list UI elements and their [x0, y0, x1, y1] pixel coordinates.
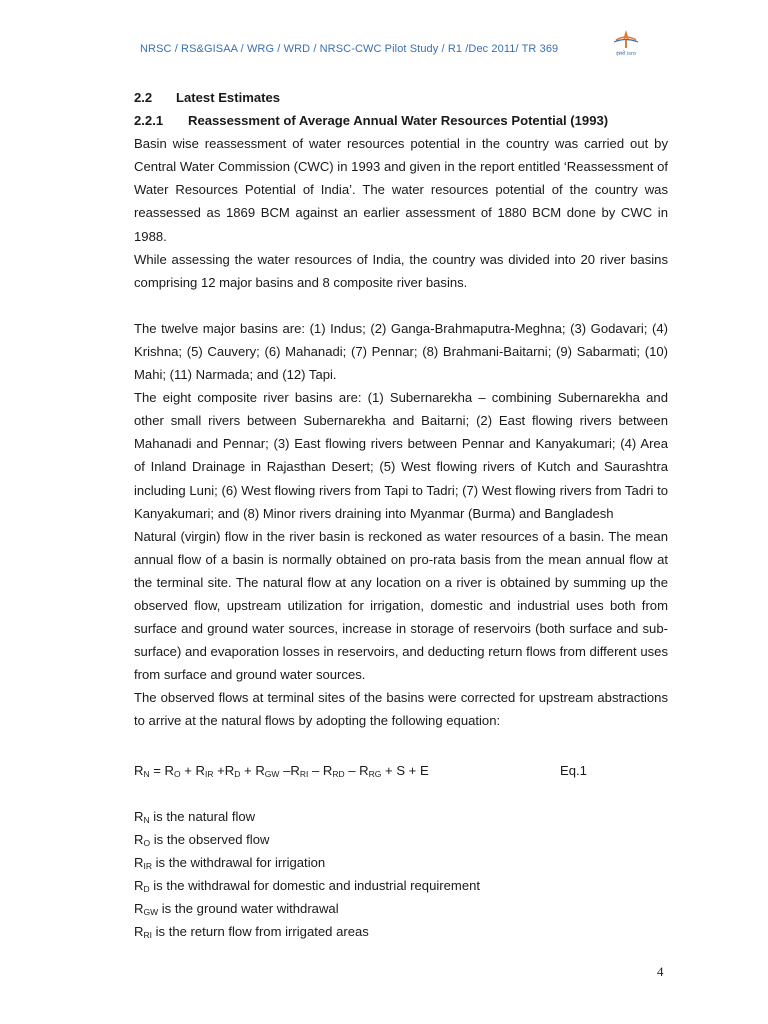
- definition-subscript: GW: [143, 906, 159, 917]
- equation-subscript: D: [234, 768, 241, 779]
- definition-subscript: D: [143, 883, 150, 894]
- equation-term: –R: [279, 762, 300, 778]
- definition-text: is the ground water withdrawal: [158, 900, 339, 916]
- equation-term: + S + E: [381, 762, 429, 778]
- equation-subscript: O: [174, 768, 181, 779]
- definition-item: [134, 920, 668, 943]
- rocket-logo-icon: [604, 28, 648, 58]
- equation-subscript: RI: [299, 768, 309, 779]
- equation-term: + R: [240, 762, 265, 778]
- equation-term: + R: [180, 762, 206, 778]
- paragraph-basin-division: While assessing the water resources of India, the country was divided into 20 river basins comprising 12 major basins and 8 composite river basins.: [134, 251, 668, 290]
- equation-term: = R: [149, 762, 174, 778]
- definition-text: is the observed flow: [150, 831, 270, 847]
- logo-caption: इसरो isro: [616, 51, 636, 57]
- equation-subscript: GW: [264, 768, 280, 779]
- definition-item: [134, 897, 668, 920]
- subsection-title: Reassessment of Average Annual Water Resources Potential (1993): [188, 113, 609, 129]
- definition-symbol: R: [134, 877, 144, 893]
- equation-term: – R: [308, 762, 333, 778]
- page-number: 4: [657, 964, 664, 979]
- document-body: [134, 86, 668, 943]
- definition-subscript: IR: [143, 860, 152, 871]
- equation: [134, 759, 668, 782]
- section-number: 2.2: [134, 90, 153, 105]
- paragraph-observed-flows: The observed flows at terminal sites of the basins were corrected for upstream abstractions to arrive at the natural flows by adopting the following equation:: [134, 690, 668, 729]
- equation-label: Eq.1: [560, 762, 587, 778]
- section-heading: [134, 86, 668, 109]
- paragraph-reassessment: Basin wise reassessment of water resources potential in the country was carried out by Central Water Commission (CWC) in 1993 and given in the report entitled ‘Reassessment of Water Resources Potential of India’. The water resources potential of the country was reassessed as 1869 BCM against an earlier assessment of 1880 BCM done by CWC in 1988.: [134, 136, 668, 244]
- definition-item: [134, 874, 668, 897]
- definition-symbol: R: [134, 831, 144, 847]
- definition-text: is the withdrawal for domestic and industrial requirement: [149, 877, 481, 893]
- definition-symbol: R: [134, 900, 144, 916]
- definition-symbol: R: [134, 854, 144, 870]
- paragraph-natural-flow: Natural (virgin) flow in the river basin is reckoned as water resources of a basin. The mean annual flow of a basin is normally obtained on pro-rata basis from the mean annual flow at the terminal site. The natural flow at any location on a river is obtained by summing up the observed flow, upstream utilization for irrigation, domestic and industrial uses both from surface and ground water sources, increase in storage of reservoirs (both surface and sub-surface) and evaporation losses in reservoirs, and deducting return flows from different uses from surface and ground water sources.: [134, 528, 668, 683]
- equation-formula: [134, 763, 429, 778]
- definition-item: [134, 805, 668, 828]
- definition-symbol: R: [134, 808, 144, 824]
- equation-term: – R: [344, 762, 369, 778]
- equation-term: +R: [213, 762, 235, 778]
- equation-subscript: N: [143, 768, 150, 779]
- equation-subscript: RD: [332, 768, 345, 779]
- definition-text: is the return flow from irrigated areas: [151, 924, 369, 939]
- definition-item: [134, 851, 668, 874]
- definition-list: [134, 805, 668, 944]
- paragraph-composite-basins: The eight composite river basins are: (1) Subernarekha – combining Subernarekha and other small rivers between Subernarekha and Baitarni; (2) East flowing rivers between Mahanadi and Pennar; (3) East flowing rivers between Pennar and Kanyakumari; (4) Area of Inland Drainage in Rajasthan Desert; (5) West flowing rivers of Kutch and Saurashtra including Luni; (6) West flowing rivers from Tapi to Tadri; (7) West flowing rivers from Tadri to Kanyakumari; and (8) Minor rivers draining into Myanmar (Burma) and Bangladesh: [134, 390, 668, 521]
- page-header: NRSC / RS&GISAA / WRG / WRD / NRSC-CWC Pilot Study / R1 /Dec 2011/ TR 369: [140, 43, 559, 55]
- equation-subscript: RG: [368, 768, 382, 779]
- equation-subscript: IR: [205, 768, 214, 779]
- subsection-heading: [134, 109, 668, 132]
- subsection-number: 2.2.1: [134, 113, 164, 129]
- definition-subscript: N: [143, 814, 150, 825]
- definition-text: is the withdrawal for irrigation: [151, 854, 326, 870]
- definition-subscript: RI: [143, 930, 152, 940]
- definition-subscript: O: [143, 837, 151, 848]
- isro-logo: [604, 28, 648, 58]
- definition-item: [134, 828, 668, 851]
- definition-text: is the natural flow: [149, 808, 256, 824]
- definition-symbol: R: [134, 924, 144, 939]
- paragraph-major-basins: The twelve major basins are: (1) Indus; (2) Ganga-Brahmaputra-Meghna; (3) Godavari; (4) Krishna; (5) Cauvery; (6) Mahanadi; (7) Pennar; (8) Brahmani-Baitarni; (9) Sabarmati; (10) Mahi; (11) Narmada; and (12) Tapi.: [134, 320, 668, 383]
- equation-term: R: [134, 762, 144, 778]
- section-title: Latest Estimates: [176, 90, 281, 105]
